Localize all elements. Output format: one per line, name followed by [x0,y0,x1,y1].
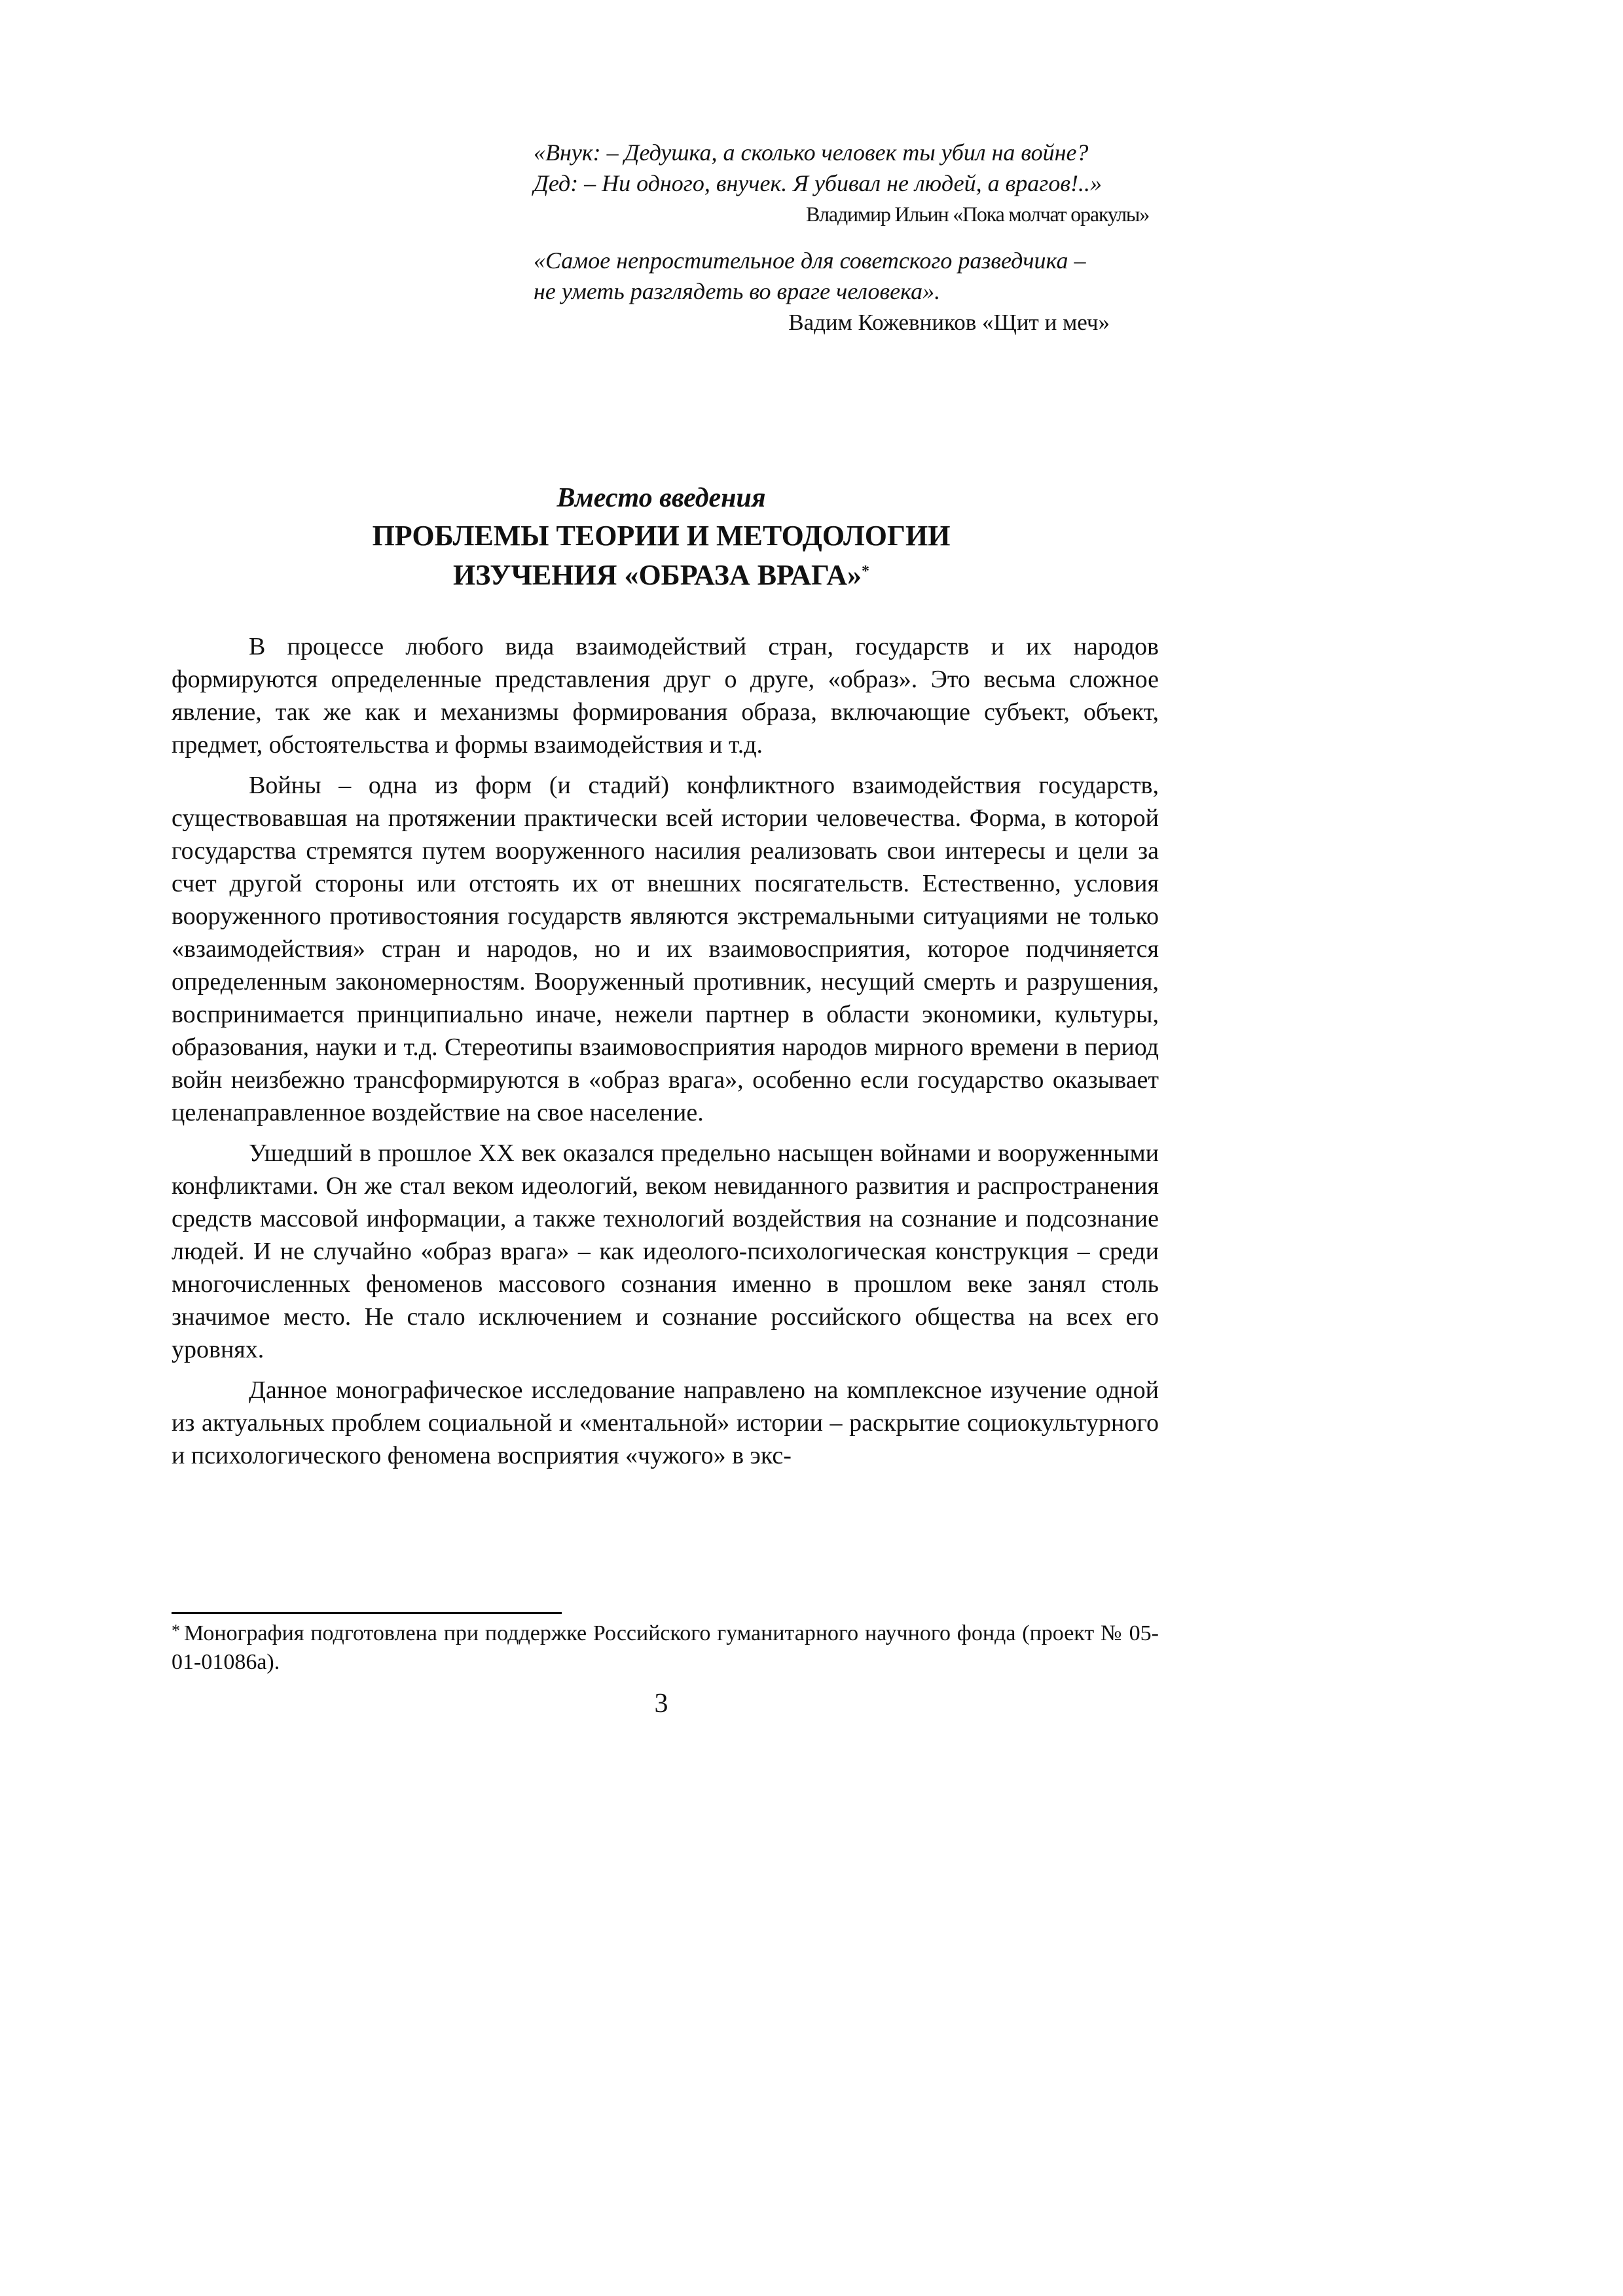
title-footnote-marker[interactable]: * [862,563,870,580]
footnote-divider [172,1612,562,1614]
section-title-line-1: ПРОБЛЕМЫ ТЕОРИИ И МЕТОДОЛОГИИ [372,520,951,552]
epigraph-line: «Самое непростительное для советского разведчика – [534,247,1086,274]
section-subtitle: Вместо введения [556,483,766,513]
section-title-line-2-text: ИЗУЧЕНИЯ «ОБРАЗА ВРАГА» [452,559,862,591]
epigraph-line: Дед: – Ни одного, внучек. Я убивал не людей, а врагов!..» [534,170,1102,196]
paragraph: Войны – одна из форм (и стадий) конфликтного взаимодействия государств, существовавшая на протяжении практически всей истории человечества. Форма, в которой государства стремятся путем вооруженного насилия реализовать свои интересы и цели за счет другой стороны или отстоять их от внешних посягательств. Естественно, условия вооруженного противостояния государств являются экстремальными ситуациями не только «взаимодействия» стран и народов, но и их взаимовосприятия, которое подчиняется определенным закономерностям. Вооруженный противник, несущий смерть и разрушения, воспринимается принципиально иначе, нежели партнер в области экономики, культуры, образования, науки и т.д. Стереотипы взаимовосприятия народов мирного времени в период войн неизбежно трансформируются в «образ врага», особенно если государство оказывает целенаправленное воздействие на свое население. [172,772,1159,1126]
epigraph-line: не уметь разглядеть во враге человека». [534,278,941,304]
section-title-line-2 [0,556,1322,594]
footnote-marker: * [172,1621,180,1640]
epigraph-source: Владимир Ильин «Пока молчат оракулы» [805,202,1149,226]
paragraph: Ушедший в прошлое XX век оказался предельно насыщен войнами и вооруженными конфликтами. Он же стал веком идеологий, веком невиданного развития и распространения средств массовой информации, а также технологий воздействия на сознание и подсознание людей. И не случайно «образ врага» – как идеолого-психологическая конструкция – среди многочисленных феноменов массового сознания именно в прошлом веке занял столь значимое место. Не стало исключением и сознание российского общества на всех его уровнях. [172,1139,1159,1363]
footnote [172,1619,1159,1677]
paragraph: Данное монографическое исследование направлено на комплексное изучение одной из актуальных проблем социальной и «ментальной» истории – раскрытие социокультурного и психологического феномена восприятия «чужого» в экс- [172,1376,1159,1469]
footnote-text: Монография подготовлена при поддержке Российского гуманитарного научного фонда (проект № 05-01-01086а). [172,1621,1159,1674]
epigraph-line: «Внук: – Дедушка, а сколько человек ты убил на войне? [534,139,1089,166]
page-number: 3 [654,1689,668,1719]
epigraph-ilyin [534,137,1149,230]
epigraph-kozhevnikov [534,245,1149,338]
body-text [172,630,1159,1480]
epigraph-source: Вадим Кожевников «Щит и меч» [788,310,1110,335]
paragraph: В процессе любого вида взаимодействий стран, государств и их народов формируются определенные представления друг о друге, «образ». Это весьма сложное явление, так же как и механизмы формирования образа, включающие субъект, объект, предмет, обстоятельства и формы взаимодействия и т.д. [172,633,1159,759]
